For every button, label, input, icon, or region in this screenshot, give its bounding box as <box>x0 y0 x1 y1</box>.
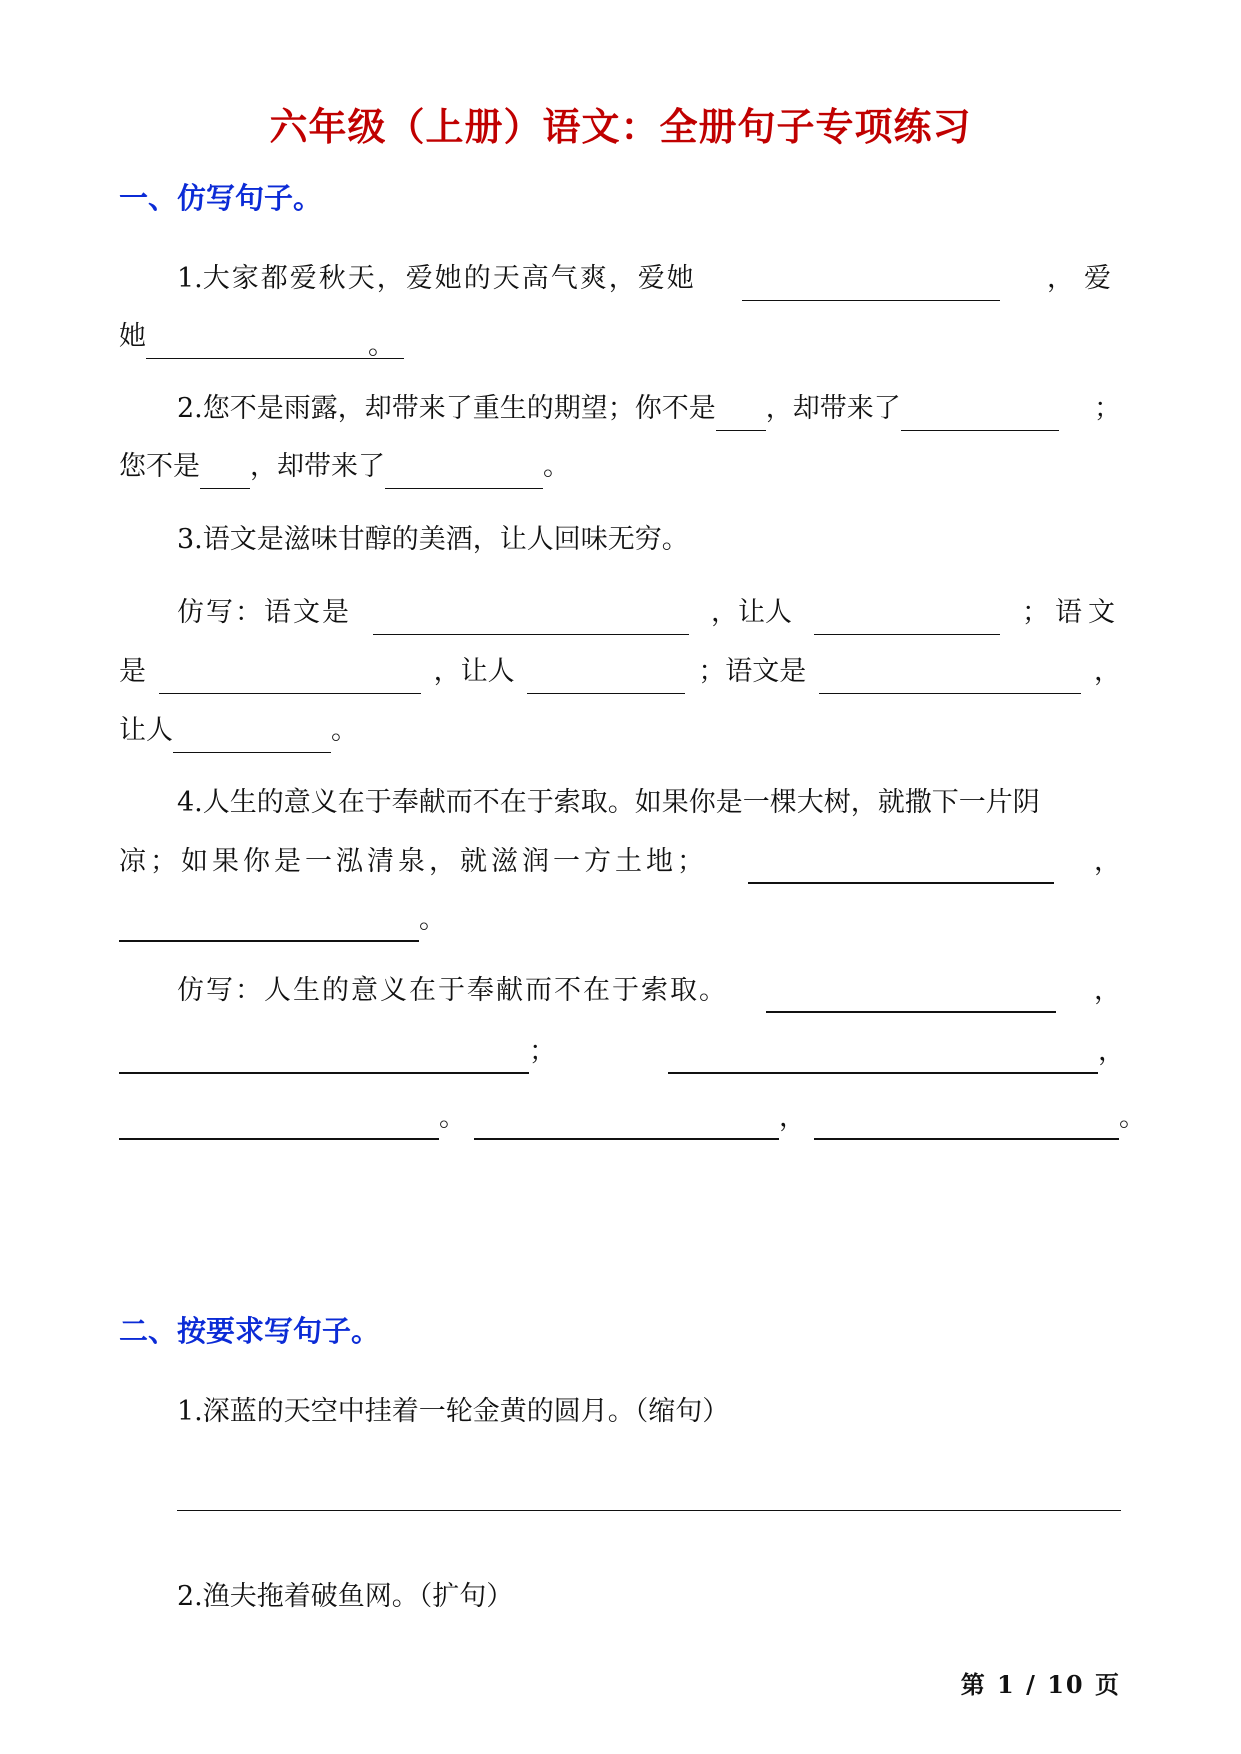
question-text: ，让人 <box>433 656 515 687</box>
answer-blank[interactable] <box>527 659 685 694</box>
question-3-prompt-line-1 <box>119 591 1121 635</box>
question-4-line-3 <box>119 898 1121 942</box>
question-text: ，却带来了 <box>765 393 901 424</box>
question-text: 。 <box>331 715 358 746</box>
page-title: 六年级（上册）语文：全册句子专项练习 <box>269 104 972 149</box>
question-text: 深蓝的天空中挂着一轮金黄的圆月。（缩句） <box>202 1396 730 1427</box>
answer-line[interactable] <box>177 1510 1121 1511</box>
answer-blank[interactable] <box>814 1104 1119 1140</box>
question-text: 您不是 <box>119 451 200 482</box>
question-1-line-2 <box>119 315 1121 359</box>
question-2-line-1 <box>119 387 1121 431</box>
question-text: 。 <box>439 1102 466 1133</box>
answer-blank[interactable] <box>159 659 421 694</box>
question-text: ；语文是 <box>698 656 807 687</box>
section-2-question-2 <box>119 1575 1121 1619</box>
question-text: ， <box>779 1102 806 1133</box>
answer-blank[interactable] <box>901 396 1059 431</box>
question-text: ；语文 <box>1022 597 1121 628</box>
question-text: 您不是雨露，却带来了重生的期望；你不是 <box>202 393 716 424</box>
period-mark: 。 <box>368 330 395 361</box>
question-text: 。 <box>419 904 446 935</box>
question-text: 。 <box>1119 1102 1146 1133</box>
question-number: 2. <box>177 393 203 424</box>
page-label-suffix: 页 <box>1095 1670 1121 1699</box>
answer-blank[interactable] <box>716 396 766 431</box>
answer-blank[interactable] <box>668 1038 1098 1074</box>
question-number: 1. <box>177 1396 203 1427</box>
question-3-prompt-line-3 <box>119 709 1121 753</box>
answer-blank[interactable] <box>200 454 250 489</box>
question-3-line-1 <box>119 518 1121 562</box>
question-text: ，爱 <box>1046 263 1121 294</box>
question-text: ， <box>1094 975 1121 1006</box>
page-label-prefix: 第 <box>960 1670 987 1699</box>
answer-blank[interactable] <box>819 659 1081 694</box>
page-number: 1 <box>997 1670 1016 1699</box>
question-text: 大家都爱秋天，爱她的天高气爽，爱她 <box>202 263 696 294</box>
page-total: 10 <box>1047 1670 1085 1699</box>
question-text: 她 <box>119 321 146 352</box>
question-1-line-1 <box>119 257 1121 301</box>
answer-blank[interactable] <box>385 454 543 489</box>
question-number: 3. <box>177 524 203 555</box>
question-text: 仿写：语文是 <box>177 597 351 628</box>
answer-blank[interactable] <box>119 906 419 942</box>
question-text: ，让人 <box>711 597 792 628</box>
question-4-line-1 <box>119 781 1121 825</box>
question-number: 1. <box>177 263 203 294</box>
answer-blank[interactable] <box>748 848 1054 884</box>
question-text: 让人 <box>119 715 173 746</box>
answer-blank[interactable] <box>814 600 1000 635</box>
question-number: 4. <box>177 787 203 818</box>
section-heading-1: 一、仿写句子。 <box>119 181 323 215</box>
answer-blank[interactable] <box>119 1038 529 1074</box>
page-footer <box>961 1665 1121 1700</box>
question-text: ， <box>1094 846 1121 877</box>
question-4-prompt-line-2 <box>119 1030 1125 1074</box>
question-2-line-2 <box>119 445 1121 489</box>
question-text: 仿写：人生的意义在于奉献而不在于索取。 <box>177 975 728 1006</box>
question-text: 语文是滋味甘醇的美酒，让人回味无穷。 <box>202 524 689 555</box>
question-4-prompt-line-3 <box>119 1096 1146 1140</box>
answer-blank[interactable] <box>474 1104 779 1140</box>
answer-blank[interactable] <box>766 977 1056 1013</box>
answer-blank[interactable] <box>742 266 1000 301</box>
question-text: 人生的意义在于奉献而不在于索取。如果你是一棵大树，就撒下一片阴 <box>202 787 1040 818</box>
question-text: ； <box>529 1036 556 1067</box>
page-separator: / <box>1026 1670 1037 1699</box>
answer-blank[interactable] <box>373 600 689 635</box>
question-4-prompt-line-1 <box>119 969 1121 1013</box>
question-3-prompt-line-2 <box>119 650 1121 694</box>
section-heading-2: 二、按要求写句子。 <box>119 1314 381 1348</box>
question-4-line-2 <box>119 840 1121 884</box>
answer-blank[interactable] <box>146 324 404 359</box>
question-text: 渔夫拖着破鱼网。（扩句） <box>202 1581 514 1612</box>
question-text: ， <box>1093 656 1121 687</box>
question-text: ， <box>1098 1036 1125 1067</box>
question-number: 2. <box>177 1581 203 1612</box>
question-text: ，却带来了 <box>250 451 385 482</box>
answer-blank[interactable] <box>173 718 331 753</box>
question-text: ； <box>1094 393 1121 424</box>
answer-blank[interactable] <box>119 1104 439 1140</box>
question-text: 。 <box>543 451 570 482</box>
question-text: 是 <box>119 656 146 687</box>
question-text: 凉；如果你是一泓清泉，就滋润一方土地； <box>119 846 708 877</box>
section-2-question-1 <box>119 1390 1121 1434</box>
